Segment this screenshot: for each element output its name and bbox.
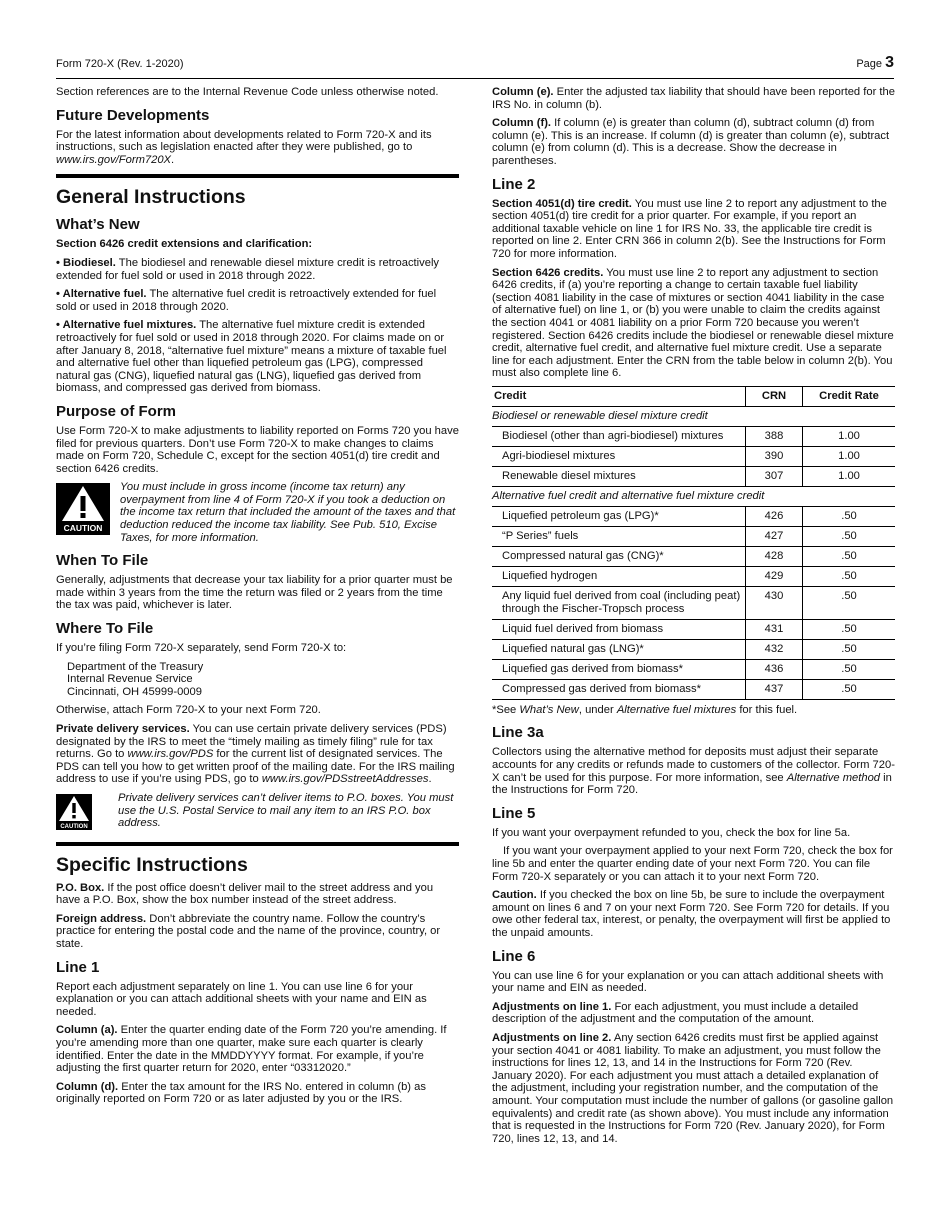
- rate-cell: .50: [803, 566, 896, 586]
- credit-cell: “P Series” fuels: [492, 526, 746, 546]
- where-to-file-text: If you’re filing Form 720-X separately, send Form 720-X to:: [56, 642, 347, 655]
- table-row: [492, 566, 895, 586]
- whats-new-heading: What’s New: [56, 216, 140, 234]
- table-row: [492, 659, 895, 679]
- otherwise-text: Otherwise, attach Form 720-X to your next Form 720.: [56, 704, 321, 717]
- tire-credit-paragraph: Section 4051(d) tire credit. You must use line 2 to report any adjustment to the section 4051(d) tire credit for a prior quarter. For example, if you report an additional taxable vehicle on line 1 for IRS No. 33, the applicable tire credit is reported on line 2. Enter CRN 366 in column 2(b). See the Instructions for Form 720 for more information.: [492, 197, 887, 260]
- table-group-row: [492, 406, 895, 426]
- adjustments-line2-paragraph: Adjustments on line 2. Any section 6426 credits must first be applied against your section 4041 or 4081 liability. To make an adjustment, you must follow the instructions for lines 12, 13, and 14 in the Instructions for Form 720 (Rev. January 2020). For each adjustment you must attach a detailed explanation of the adjustment, including your registration number, and the computation of the amount. Your computation must include the number of gallons (or gasoline gallon equivalents) and credit rate (as shown above). You must include any information that is requested in the Instructions for Form 720 (Rev. January 2020), for Form 720, lines 12, 13, and 14.: [492, 1031, 894, 1145]
- biodiesel-paragraph: • Biodiesel. The biodiesel and renewable diesel mixture credit is retroactively extended for fuel sold or used in 2018 through 2022.: [56, 256, 440, 282]
- svg-text:CAUTION: CAUTION: [60, 823, 88, 830]
- crn-cell: 432: [746, 639, 803, 659]
- crn-cell: 431: [746, 619, 803, 639]
- table-row: [492, 466, 895, 486]
- extensions-subheading: Section 6426 credit extensions and clarification:: [56, 238, 313, 251]
- rate-cell: 1.00: [803, 466, 896, 486]
- column-f-paragraph: Column (f). If column (e) is greater than column (d), subtract column (d) from column (e). This is an increase. If column (d) is greater than column (e), subtract column (e) from column (d). This is a decrease. Show the decrease in parentheses.: [492, 117, 890, 167]
- right-column: [492, 86, 895, 1151]
- table-row: [492, 506, 895, 526]
- caution-block-2: [56, 792, 459, 834]
- table-row: [492, 639, 895, 659]
- rate-cell: .50: [803, 586, 896, 619]
- form720x-link[interactable]: www.irs.gov/Form720X: [56, 153, 172, 166]
- credit-cell: Liquefied gas derived from biomass*: [492, 659, 746, 679]
- credit-cell: Liquefied hydrogen: [492, 566, 746, 586]
- rate-cell: .50: [803, 526, 896, 546]
- table-group-label: Biodiesel or renewable diesel mixture credit: [492, 406, 895, 426]
- credit-column-header: Credit: [492, 386, 746, 406]
- crn-cell: 436: [746, 659, 803, 679]
- pds-address-link[interactable]: www.irs.gov/PDSstreetAddresses: [261, 773, 429, 786]
- line1-text: Report each adjustment separately on line 1. You can use line 6 for your explanation or you can attach additional sheets with your name and EIN as needed.: [56, 980, 427, 1018]
- line5-text-1: If you want your overpayment refunded to you, check the box for line 5a.: [492, 826, 851, 839]
- credit-cell: Compressed gas derived from biomass*: [492, 679, 746, 699]
- table-row: [492, 526, 895, 546]
- when-to-file-heading: When To File: [56, 552, 149, 570]
- crn-cell: 388: [746, 426, 803, 446]
- table-group-label: Alternative fuel credit and alternative fuel mixture credit: [492, 486, 895, 506]
- future-developments-text: For the latest information about developments related to Form 720-X and its instructions, such as legislation enacted after they were published, go to www.irs.gov/Form720X.: [56, 128, 432, 166]
- caution-text-2: Private delivery services can’t deliver items to P.O. boxes. You must use the U.S. Postal Service to mail any item to an IRS P.O. box address.: [118, 791, 454, 830]
- line1-heading: Line 1: [56, 958, 100, 976]
- pds-link[interactable]: www.irs.gov/PDS: [127, 748, 214, 761]
- purpose-text: Use Form 720-X to make adjustments to liability reported on Forms 720 you have filed for previous quarters. Don’t use Form 720-X to make changes to claims made on Form 720, Schedule C, except for the section 4051(d) tire credit and section 6426 credits.: [56, 424, 459, 475]
- future-developments-heading: Future Developments: [56, 106, 210, 124]
- mailing-address: Department of the Treasury Internal Revenue Service Cincinnati, OH 45999-0009: [67, 660, 204, 698]
- foreign-address-paragraph: Foreign address. Don’t abbreviate the country name. Follow the country’s practice for entering the postal code and the name of the province, country, or state.: [56, 912, 441, 950]
- crn-cell: 437: [746, 679, 803, 699]
- crn-cell: 390: [746, 446, 803, 466]
- caution-text-1: You must include in gross income (income tax return) any overpayment from line 4 of Form 720-X if you took a deduction on the income tax return that included the amount of the taxes and that deduction reduced the income tax liability. See Pub. 510, Excise Taxes, for more information.: [120, 481, 456, 544]
- line5-text-2: If you want your overpayment applied to your next Form 720, check the box for line 5b and enter the quarter ending date of your next Form 720. You can file Form 720-X separately or you can attach it to your next Form 720.: [492, 845, 893, 883]
- table-group-row: [492, 486, 895, 506]
- crn-cell: 430: [746, 586, 803, 619]
- line6-heading: Line 6: [492, 947, 536, 965]
- svg-text:CAUTION: CAUTION: [63, 523, 103, 534]
- form-id: Form 720-X (Rev. 1-2020): [56, 58, 184, 70]
- line2-heading: Line 2: [492, 175, 536, 193]
- rate-cell: .50: [803, 639, 896, 659]
- table-row: [492, 679, 895, 699]
- when-to-file-text: Generally, adjustments that decrease your tax liability for a prior quarter must be made within 3 years from the time the return was filed or 2 years from the time the tax was paid, whichever is later.: [56, 574, 453, 612]
- credit-cell: Compressed natural gas (CNG)*: [492, 546, 746, 566]
- crn-cell: 428: [746, 546, 803, 566]
- caution-block-1: [56, 481, 459, 544]
- caution-icon: [56, 483, 110, 539]
- crn-cell: 426: [746, 506, 803, 526]
- pds-paragraph: Private delivery services. You can use certain private delivery services (PDS) designated by the IRS to meet the “timely mailing as timely filing” rule for tax returns. Go to www.irs.gov/PDS for the current list of designated services. The PDS can tell you how to get written proof of the mailing date. For the IRS mailing address to use if you’re using PDS, go to www.irs.gov/PDSstreetAddresses.: [56, 723, 455, 786]
- credit-cell: Agri-biodiesel mixtures: [492, 446, 746, 466]
- rate-cell: 1.00: [803, 446, 896, 466]
- caution-icon: [56, 794, 92, 834]
- table-header-row: [492, 386, 895, 406]
- line3a-heading: Line 3a: [492, 724, 544, 742]
- credit-cell: Any liquid fuel derived from coal (including peat) through the Fischer-Tropsch process: [492, 586, 746, 619]
- rate-cell: .50: [803, 679, 896, 699]
- table-row: [492, 619, 895, 639]
- rate-column-header: Credit Rate: [803, 386, 896, 406]
- rate-cell: 1.00: [803, 426, 896, 446]
- section-6426-paragraph: Section 6426 credits. You must use line 2 to report any adjustment to section 6426 credits, if (a) you’re reporting a change to certain taxable fuel liability (section 4081 liability in the case of mixtures or section 4041 liability in the case of alternative fuel) on line 1, or (b) you were unable to claim the credits against the section 4041 or 4081 liability on a prior Form 720 because you weren’t registered. Section 6426 credits include the biodiesel or renewable diesel mixture credit, alternative fuel credit, and alternative fuel mixture credit. Use a separate line for each adjustment. Enter the CRN from the table below in column 2(b). You must also complete line 6.: [492, 266, 894, 380]
- table-row: [492, 446, 895, 466]
- alternative-fuel-mixtures-paragraph: • Alternative fuel mixtures. The alternative fuel mixture credit is extended retroactively for fuel sold or used in 2018 through 2020. For claims made on or after January 8, 2018, “alternative fuel mixture” means a mixture of taxable fuel and alternative fuel other than liquefied petroleum gas (LPG), compressed natural gas (CNG), liquefied natural gas (LNG), liquefied gas derived from biomass, and compressed gas derived from biomass.: [56, 319, 447, 395]
- left-column: [56, 86, 459, 1112]
- general-instructions-heading: General Instructions: [56, 174, 459, 208]
- alternative-fuel-paragraph: • Alternative fuel. The alternative fuel credit is retroactively extended for fuel sold or used in 2018 through 2020.: [56, 288, 437, 313]
- line5-heading: Line 5: [492, 804, 536, 822]
- credit-cell: Liquefied petroleum gas (LPG)*: [492, 506, 746, 526]
- crn-cell: 429: [746, 566, 803, 586]
- page-number: Page 3: [856, 54, 894, 71]
- crn-cell: 427: [746, 526, 803, 546]
- adjustments-line1-paragraph: Adjustments on line 1. For each adjustment, you must include a detailed description of the adjustment and the computation of the amount.: [492, 1000, 859, 1026]
- rate-cell: .50: [803, 619, 896, 639]
- specific-instructions-heading: Specific Instructions: [56, 842, 459, 876]
- table-footnote: *See What’s New, under Alternative fuel mixtures for this fuel.: [492, 703, 798, 716]
- crn-table: [492, 386, 895, 700]
- line3a-text: Collectors using the alternative method for deposits must adjust their separate accounts for any credits or refunds made to customers of the collector. Form 720-X can’t be used for this purpose. For more information, see Alternative method in the Instructions for Form 720.: [492, 746, 895, 797]
- credit-cell: Liquefied natural gas (LNG)*: [492, 639, 746, 659]
- table-body: [492, 406, 895, 699]
- line6-text: You can use line 6 for your explanation or you can attach additional sheets with your name and EIN as needed.: [492, 969, 884, 995]
- rate-cell: .50: [803, 506, 896, 526]
- crn-column-header: CRN: [746, 386, 803, 406]
- table-row: [492, 546, 895, 566]
- table-row: [492, 426, 895, 446]
- rate-cell: .50: [803, 659, 896, 679]
- table-row: [492, 586, 895, 619]
- purpose-heading: Purpose of Form: [56, 402, 177, 420]
- where-to-file-heading: Where To File: [56, 620, 154, 638]
- intro-text: Section references are to the Internal Revenue Code unless otherwise noted.: [56, 86, 439, 98]
- column-d-paragraph: Column (d). Enter the tax amount for the IRS No. entered in column (b) as originally reported on Form 720 or as later adjusted by you or the IRS.: [56, 1080, 426, 1106]
- column-e-paragraph: Column (e). Enter the adjusted tax liability that should have been reported for the IRS No. in column (b).: [492, 86, 895, 111]
- crn-cell: 307: [746, 466, 803, 486]
- column-a-paragraph: Column (a). Enter the quarter ending date of the Form 720 you’re amending. If you’re amending more than one quarter, make sure each quarter is clearly identified. Enter the date in the MMDDYYYY format. For example, if you’re adjusting the first quarter return for 2020, enter “03312020.”: [56, 1024, 447, 1075]
- caution-paragraph: Caution. If you checked the box on line 5b, be sure to include the overpayment amount on lines 6 and 7 on your next Form 720. See Form 720 for details. If you owe other federal tax, interest, or penalty, the overpayment will first be applied to the unpaid amounts.: [492, 889, 891, 939]
- credit-cell: Liquid fuel derived from biomass: [492, 619, 746, 639]
- page-header: [56, 52, 894, 79]
- credit-cell: Biodiesel (other than agri-biodiesel) mixtures: [492, 426, 746, 446]
- rate-cell: .50: [803, 546, 896, 566]
- po-box-paragraph: P.O. Box. If the post office doesn’t deliver mail to the street address and you have a P.O. Box, show the box number instead of the street address.: [56, 881, 434, 907]
- credit-cell: Renewable diesel mixtures: [492, 466, 746, 486]
